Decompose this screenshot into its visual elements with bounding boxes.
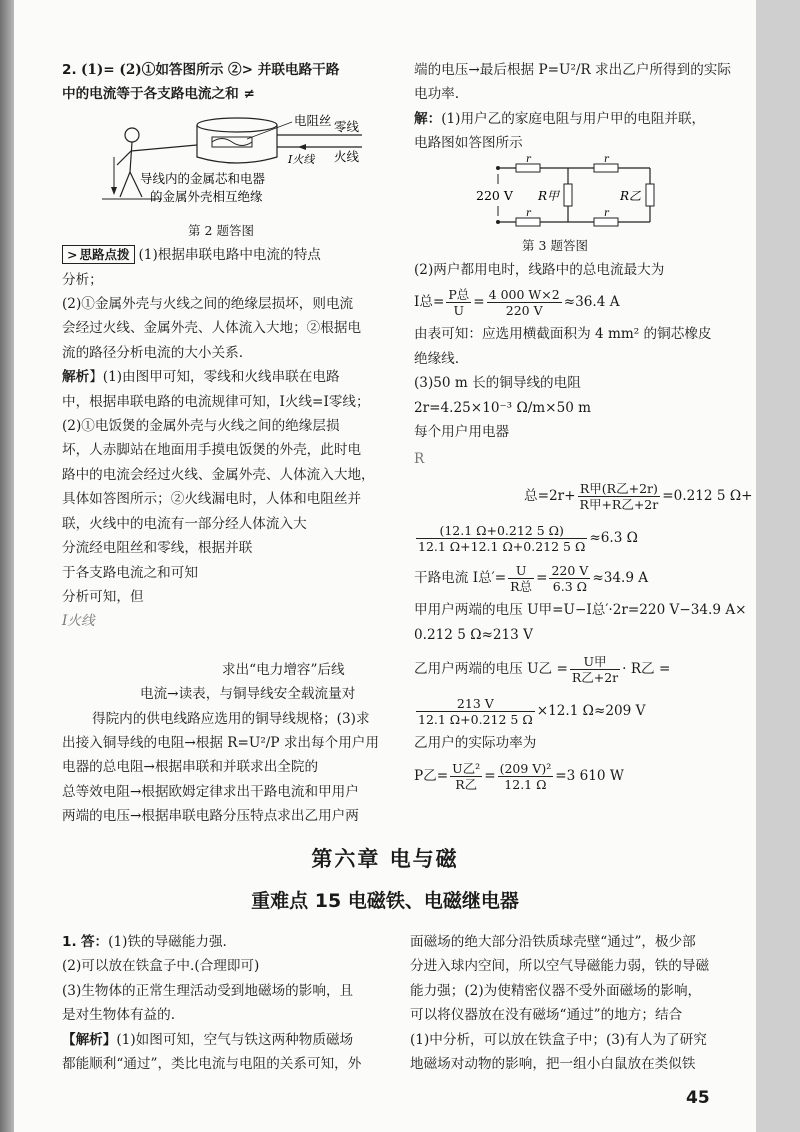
cont-line-1: 电流→读表，与铜导线安全载流量对	[140, 686, 356, 703]
q1-number: 1.	[62, 934, 77, 950]
i-trunk-formula: 干路电流 I总′= $\frac{U}{\text{R总}}$ = $\frac{220 V}{6.3 \Omega}$ ≈34.9 A	[414, 563, 649, 595]
solve-line1: 解：(1)用户乙的家庭电阻与用户甲的电阻并联，	[414, 110, 706, 127]
uyi-frac: $\frac{\text{U甲}}{\text{R乙+2r}}$	[571, 654, 619, 686]
q1-line0: 1. 答：(1)铁的导磁能力强.	[62, 934, 227, 950]
left-column	[62, 58, 380, 829]
section-title: 重难点 15 电磁铁、电磁继电器	[251, 890, 519, 912]
solve-label: 解：	[414, 110, 442, 127]
tip-line-0: > 思路点拨 (1)根据串联电路中电流的特点	[62, 243, 380, 267]
pyi-frac2: $\frac{\text{(209 V)²}}{12.1 \Omega}$	[499, 760, 552, 792]
rice-cooker-diagram	[62, 107, 380, 219]
chevron-right-icon: >	[67, 247, 78, 263]
tip-tag: > 思路点拨	[62, 245, 135, 264]
voltage-label: 220 V	[476, 187, 513, 203]
note1: 导线内的金属芯和电器	[140, 170, 266, 186]
circuit-svg	[414, 156, 736, 234]
q1-right-1: 分进入球内空间，所以空气导磁能力弱，铁的导磁	[410, 958, 710, 975]
analysis-line-7: 分流经电阻丝和零线，根据并联	[62, 540, 253, 557]
q1-right-0: 面磁场的绝大部分沿铁质球壳壁“通过”，极少部	[410, 934, 696, 950]
uyi-formula: 乙用户两端的电压 U乙 = $\frac{\text{U甲}}{\text{R乙+2r}}$ · R乙 =	[414, 654, 671, 686]
r-label-3: r	[526, 207, 531, 219]
solve-line2: 电路图如答图所示	[414, 135, 523, 152]
page-number: 45	[686, 1088, 710, 1108]
resistor-label: 电阻丝	[294, 112, 332, 128]
q1-left	[62, 930, 380, 1076]
cont-line-0: 求出“电力增容”后线	[222, 661, 345, 678]
cont-line-5: 总等效电阻→根据欧姆定律求出干路电流和甲用户	[62, 783, 359, 800]
r-label-2: r	[604, 155, 609, 165]
right-line1: 端的电压→最后根据 P=U²/R 求出乙户所得到的实际	[414, 62, 731, 78]
pyi-frac1: $\frac{\text{U乙²}}{\text{R乙}}$	[452, 760, 481, 792]
q1-analysis-1: 都能顺利“通过”，类比电流与电阻的关系可知，外	[62, 1056, 362, 1073]
right-column	[414, 58, 753, 796]
right-line2: 电功率.	[414, 86, 460, 103]
analysis-line-4: 路中的电流会经过火线、金属外壳、人体流入大地，	[62, 466, 375, 483]
q1-right-5: 地磁场对动物的影响，把一组小白鼠放在类似铁	[410, 1056, 696, 1073]
r-total-formula: 总=2r+ $\frac{\text{R甲(R乙+2r)}}{\text{R甲+R乙+2r}}$ =0.212 5 Ω+	[524, 481, 753, 513]
q2-caption: 第 2 题答图	[188, 222, 254, 238]
cont-line-4: 电器的总电阻→根据串联和并联求出全院的	[62, 759, 319, 776]
p2: (2)两户都用电时，线路中的总电流最大为	[414, 262, 665, 279]
analysis-line-10: I火线	[62, 613, 95, 630]
analysis-line-5: 具体如答图所示；②火线漏电时，人体和电阻丝并	[62, 491, 362, 508]
p3b: 2r=4.25×10⁻³ Ω/m×50 m	[414, 399, 592, 416]
q1-right-2: 能力强；(2)为使精密仪器不受外面磁场的影响，	[410, 982, 702, 999]
analysis-line-8: 于各支路电流之和可知	[62, 564, 198, 581]
note2: 的金属外壳相互绝缘	[150, 188, 263, 204]
q1-analysis-label: 【解析】	[62, 1031, 117, 1048]
i-total-frac: $\frac{\text{P总}}{U}$	[448, 287, 470, 319]
right-caption: 第 3 题答图	[522, 237, 588, 253]
tip-line-4: 流的路径分析电流的大小关系.	[62, 344, 244, 361]
analysis-label: 解析	[62, 369, 90, 386]
live-label: 火线	[334, 148, 360, 164]
p3d: R	[414, 451, 425, 468]
i-total-formula: I总= $\frac{\text{P总}}{U}$ = $\frac{4 000 W\times 2}{220 V}$ ≈36.4 A	[414, 287, 620, 319]
uyi2-frac: $\frac{213 V}{12.1 \Omega+0.212 5 \Omega}$	[418, 696, 533, 728]
circuit-diagram	[414, 156, 736, 234]
r-calc-frac: $\frac{(12.1 \Omega+0.212 5 \Omega)}{12.1 \Omega+12.1 \Omega+0.212 5 \Omega}$	[418, 523, 586, 555]
tip-line-1: 分析；	[62, 271, 103, 288]
tip-line-2: (2)①金属外壳与火线之间的绝缘层损坏，则电流	[62, 296, 354, 313]
analysis-line-0: 解析】(1)由图甲可知，零线和火线串联在电路	[62, 369, 340, 386]
book-spine	[0, 0, 14, 1132]
current-label: I火线	[288, 152, 315, 166]
i-total-frac2: $\frac{4 000 W\times 2}{220 V}$	[488, 287, 560, 319]
ujia-line1: 甲用户两端的电压 U甲=U−I总′·2r=220 V−34.9 A×	[414, 602, 747, 619]
q1-line2: (3)生物体的正常生理活动受到地磁场的影响，且	[62, 982, 354, 999]
i-trunk-frac1: $\frac{U}{\text{R总}}$	[510, 563, 533, 595]
analysis-line-1: 中，根据串联电路的电流规律可知，I火线=I零线；	[62, 393, 370, 410]
r-label-1: r	[526, 155, 531, 165]
q2-line2: 中的电流等于各支路电流之和 ≠	[62, 86, 255, 103]
analysis-line-9: 分析可知，但	[62, 588, 144, 605]
p3: (3)50 m 长的铜导线的电阻	[414, 375, 581, 392]
uyi2-formula: $\frac{213 V}{12.1 \Omega+0.212 5 \Omega}$ ×12.1 Ω≈209 V	[418, 696, 646, 728]
cont-line-3: 出接入铜导线的电阻→根据 R=U²/P 求出每个用户用	[62, 734, 379, 751]
analysis-line-6: 联，火线中的电流有一部分经人体流入大	[62, 515, 307, 532]
analysis-line-2: (2)①电饭煲的金属外壳与火线之间的绝缘层损	[62, 418, 340, 435]
q1-analysis-0: 【解析】(1)如图可知，空气与铁这两种物质磁场	[62, 1031, 354, 1048]
q1-right	[410, 930, 736, 1076]
neutral-label: 零线	[334, 118, 360, 134]
p3c: 每个用户用电器	[414, 424, 510, 441]
tip-line-3: 会经过火线、金属外壳、人体流入大地；②根据电	[62, 320, 362, 337]
q1-line1: (2)可以放在铁盒子中.(合理即可)	[62, 958, 260, 975]
r-total-frac: $\frac{\text{R甲(R乙+2r)}}{\text{R甲+R乙+2r}}$	[579, 481, 659, 513]
q1-right-3: 可以将仪器放在没有磁场“通过”的地方；结合	[410, 1007, 683, 1024]
q1-right-4: (1)中分析，可以放在铁盒子中；(3)有人为了研究	[410, 1031, 707, 1048]
pyi-intro: 乙用户的实际功率为	[414, 735, 537, 752]
cont-line-2: 得院内的供电线路应选用的铜导线规格；(3)求	[92, 710, 370, 727]
r-calc-formula: $\frac{(12.1 \Omega+0.212 5 \Omega)}{12.1 \Omega+12.1 \Omega+0.212 5 \Omega}$ ≈6.3 Ω	[418, 523, 638, 555]
ujia-line2: 0.212 5 Ω≈213 V	[414, 626, 533, 643]
rice-cooker-svg	[62, 107, 380, 219]
table-line2: 绝缘线.	[414, 350, 460, 367]
ryi-label: R乙	[620, 188, 642, 203]
q1-line3: 是对生物体有益的.	[62, 1007, 176, 1024]
analysis-line-3: 坏，人赤脚站在地面用手摸电饭煲的外壳，此时电	[62, 442, 362, 459]
page-edge	[756, 0, 800, 1132]
chapter-title: 第六章 电与磁	[311, 847, 459, 871]
i-trunk-frac2: $\frac{220 V}{6.3 \Omega}$	[551, 563, 589, 595]
r-label-4: r	[604, 207, 609, 219]
q2-number: 2.	[62, 62, 77, 78]
rjia-label: R甲	[538, 188, 560, 203]
pyi-formula: P乙= $\frac{\text{U乙²}}{\text{R乙}}$ = $\frac{\text{(209 V)²}}{12.1 \Omega}$ =3 610 W	[414, 760, 624, 792]
q2-line1: 2. (1)= (2)①如答图所示 ②> 并联电路干路	[62, 62, 340, 78]
table-line1: 由表可知：应选用横截面积为 4 mm² 的铜芯橡皮	[414, 326, 712, 343]
cont-line-6: 两端的电压→根据串联电路分压特点求出乙用户两	[62, 808, 359, 825]
